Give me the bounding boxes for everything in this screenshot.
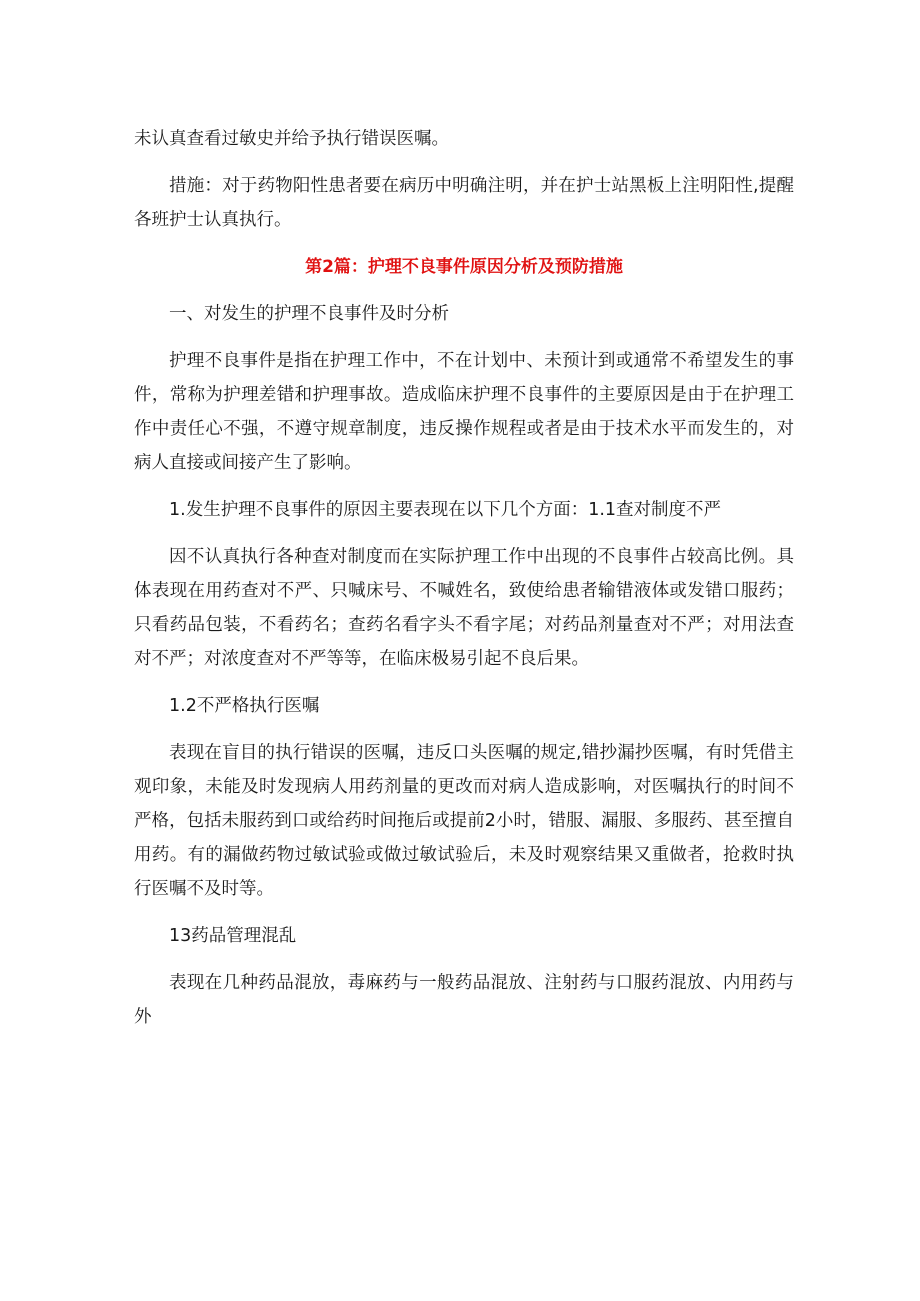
paragraph-checking-system: 因不认真执行各种查对制度而在实际护理工作中出现的不良事件占较高比例。具体表现在用药查对不严、只喊床号、不喊姓名，致使给患者输错液体或发错口服药；只看药品包装，不看药名；查药名看字头不看字尾；对药品剂量查对不严；对用法查对不严；对浓度查对不严等等，在临床极易引起不良后果。 xyxy=(134,547,794,669)
paragraph-orders: 表现在盲目的执行错误的医嘱，违反口头医嘱的规定,错抄漏抄医嘱，有时凭借主观印象，未能及时发现病人用药剂量的更改而对病人造成影响，对医嘱执行的时间不严格，包括未服药到口或给药时间拖后或提前2小时，错服、漏服、多服药、甚至擅自用药。有的漏做药物过敏试验或做过敏试验后，未及时观察结果又重做者，抢救时执行医嘱不及时等。 xyxy=(134,743,794,899)
article-title: 第2篇：护理不良事件原因分析及预防措施 xyxy=(305,257,623,277)
section-heading-causes: 1.发生护理不良事件的原因主要表现在以下几个方面：1.1查对制度不严 xyxy=(169,500,722,520)
document-body xyxy=(134,122,794,1034)
paragraph-measures: 措施：对于药物阳性患者要在病历中明确注明，并在护士站黑板上注明阳性,提醒各班护士认真执行。 xyxy=(134,176,794,230)
subheading-orders: 1.2不严格执行医嘱 xyxy=(169,696,320,716)
section-heading-analysis: 一、对发生的护理不良事件及时分析 xyxy=(169,304,449,324)
subheading-drug-management: 13药品管理混乱 xyxy=(169,926,297,946)
paragraph-definition: 护理不良事件是指在护理工作中，不在计划中、未预计到或通常不希望发生的事件，常称为护理差错和护理事故。造成临床护理不良事件的主要原因是由于在护理工作中责任心不强，不遵守规章制度，违反操作规程或者是由于技术水平而发生的，对病人直接或间接产生了影响。 xyxy=(134,351,794,473)
paragraph-drug-management: 表现在几种药品混放，毒麻药与一般药品混放、注射药与口服药混放、内用药与外 xyxy=(134,973,794,1027)
paragraph-allergy-history: 未认真查看过敏史并给予执行错误医嘱。 xyxy=(134,129,449,149)
